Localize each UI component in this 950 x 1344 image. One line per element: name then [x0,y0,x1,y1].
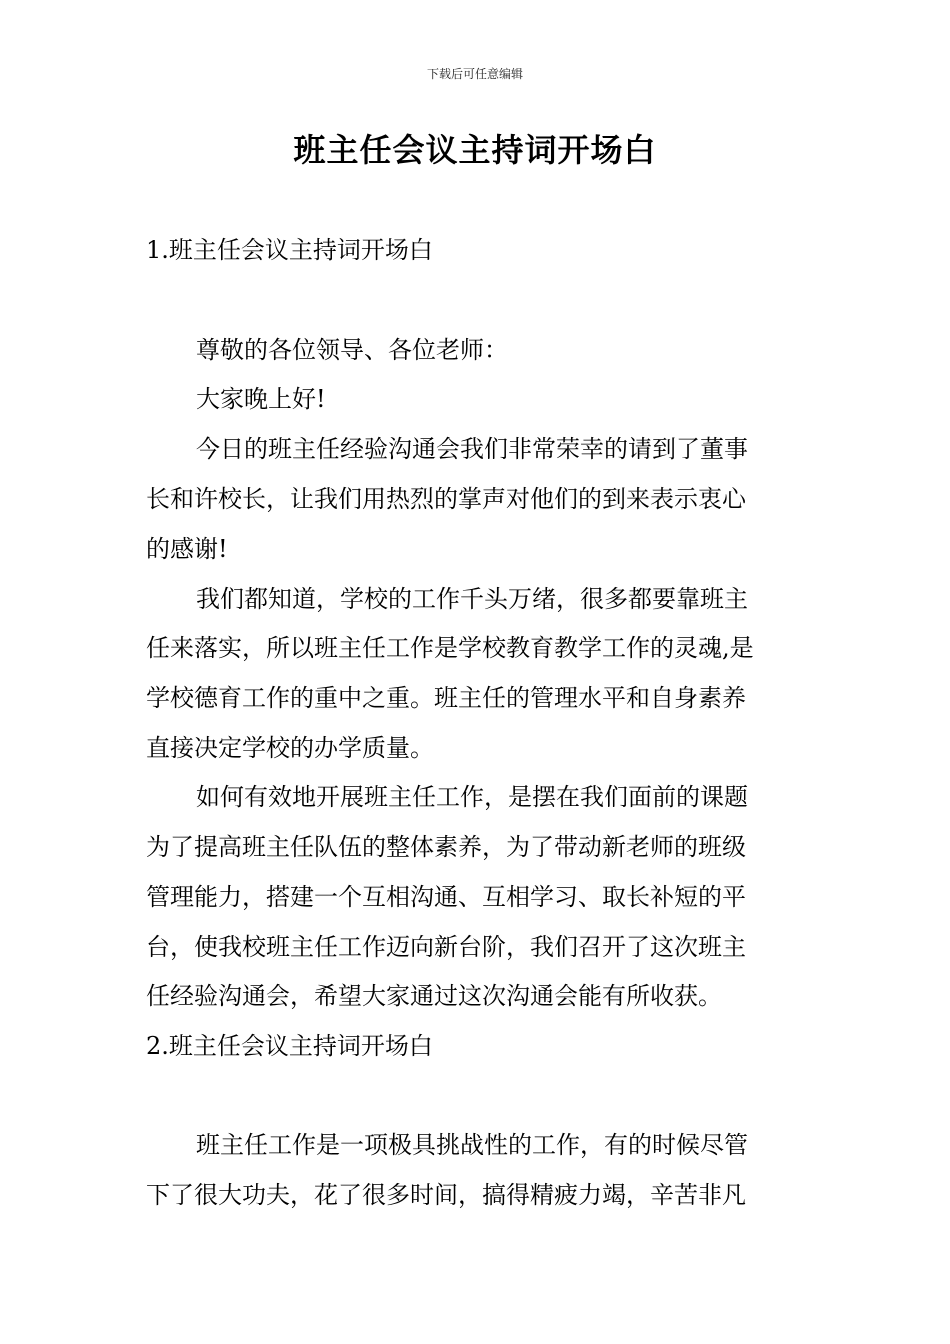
paragraph-line: 直接决定学校的办学质量。 [146,734,434,762]
document-title: 班主任会议主持词开场白 [293,131,657,169]
paragraph-line: 管理能力，搭建一个互相沟通、互相学习、取长补短的平 [146,883,746,911]
paragraph-line: 台，使我校班主任工作迈向新台阶，我们召开了这次班主 [146,933,746,961]
section-heading-1: 1.班主任会议主持词开场白 [146,236,433,264]
paragraph-line: 任来落实，所以班主任工作是学校教育教学工作的灵魂,是 [146,634,754,662]
paragraph-line: 任经验沟通会，希望大家通过这次沟通会能有所收获。 [146,982,722,1010]
paragraph-line: 下了很大功夫，花了很多时间，搞得精疲力竭，辛苦非凡 [146,1181,746,1209]
paragraph-line: 今日的班主任经验沟通会我们非常荣幸的请到了董事 [196,435,748,463]
paragraph-line: 的感谢! [146,535,228,563]
paragraph-line: 班主任工作是一项极具挑战性的工作，有的时候尽管 [196,1131,748,1159]
paragraph-line: 如何有效地开展班主任工作，是摆在我们面前的课题 [196,783,748,811]
section-heading-2: 2.班主任会议主持词开场白 [146,1032,433,1060]
paragraph-line: 为了提高班主任队伍的整体素养，为了带动新老师的班级 [146,833,746,861]
paragraph-line: 长和许校长，让我们用热烈的掌声对他们的到来表示衷心 [146,485,746,513]
paragraph-line: 我们都知道，学校的工作千头万绪，很多都要靠班主 [196,585,748,613]
salutation: 尊敬的各位领导、各位老师： [196,336,508,364]
greeting: 大家晚上好! [196,385,326,413]
header-note: 下载后可任意编辑 [426,67,523,81]
paragraph-line: 学校德育工作的重中之重。班主任的管理水平和自身素养 [146,684,746,712]
